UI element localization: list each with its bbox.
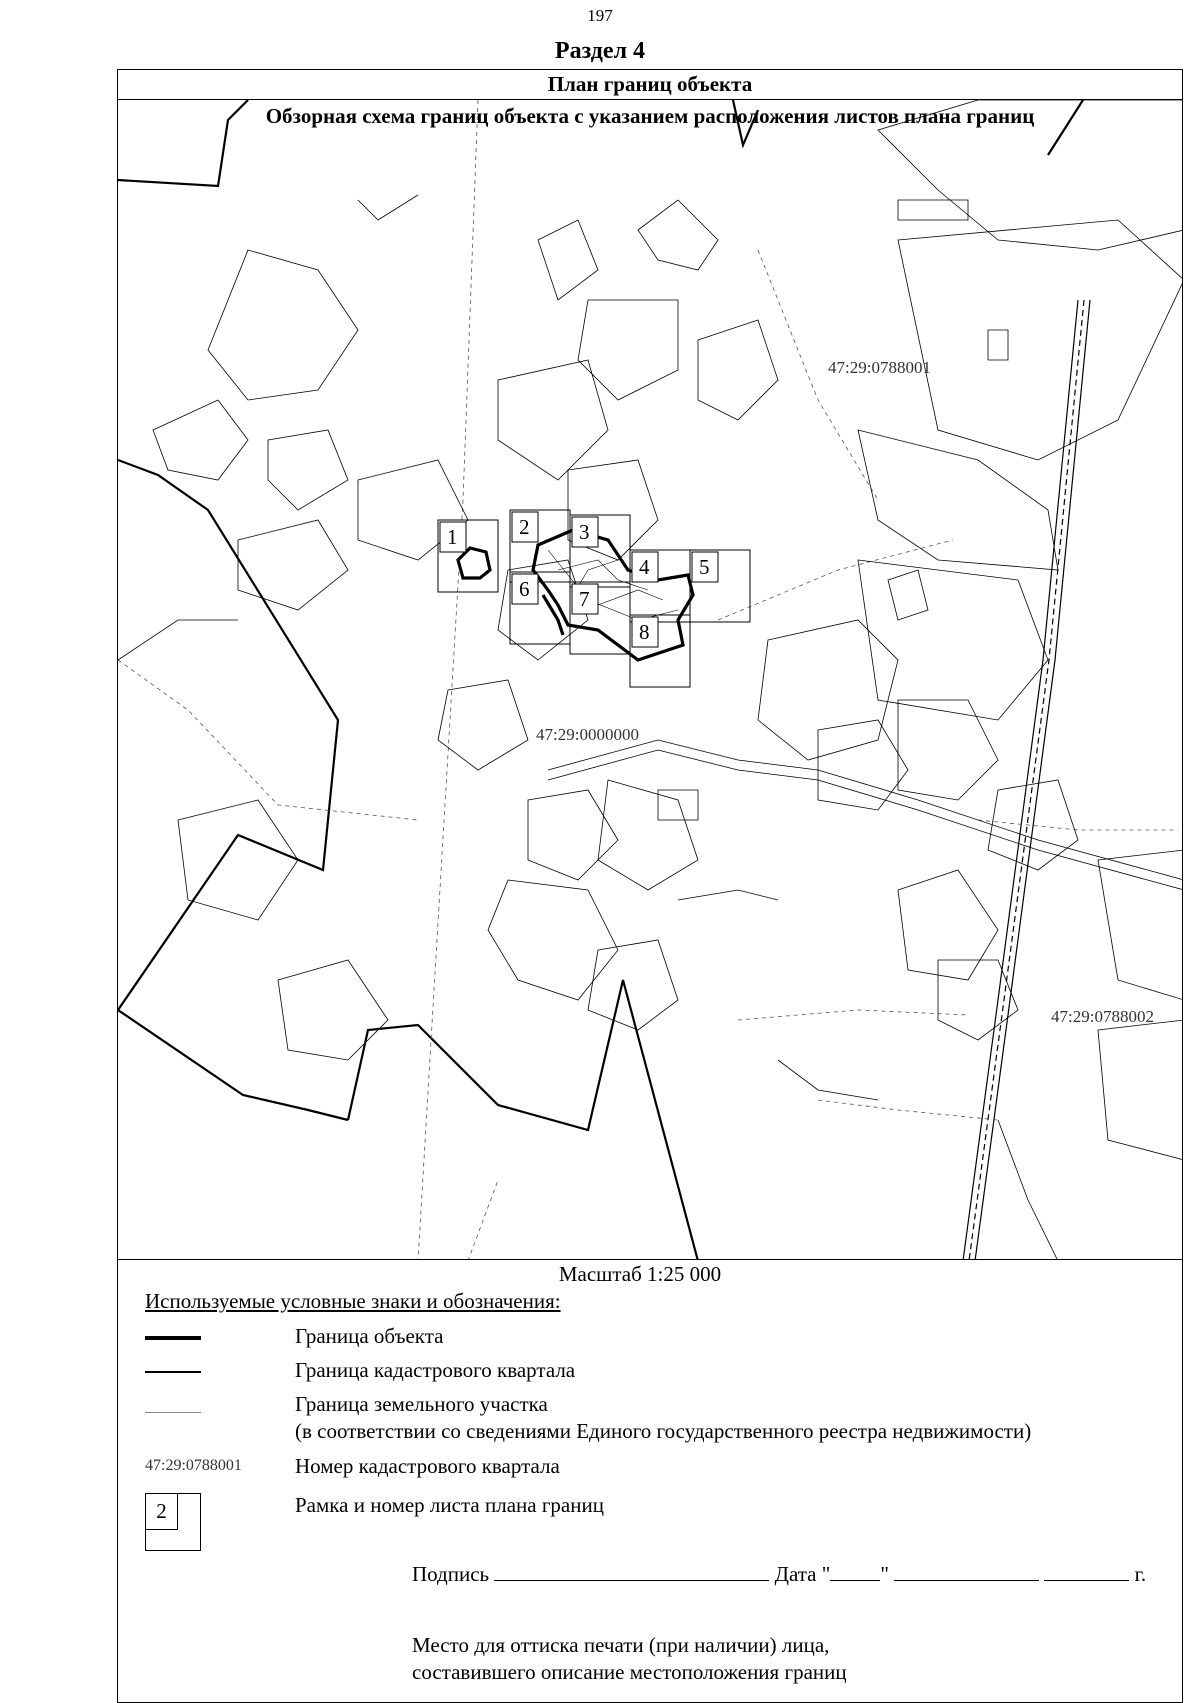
date-month-field[interactable] bbox=[894, 1560, 1039, 1581]
signature-line: Подпись Дата " " г. bbox=[412, 1562, 1147, 1586]
sheet-number-6: 6 bbox=[519, 577, 530, 601]
sheet-number-3: 3 bbox=[579, 520, 590, 544]
dashed-lines bbox=[118, 100, 1178, 1260]
sheet-number-5: 5 bbox=[699, 555, 710, 579]
thin-line-symbol bbox=[145, 1412, 201, 1413]
overview-map[interactable] bbox=[117, 99, 1183, 1260]
map-canvas bbox=[118, 100, 1183, 1260]
quarter-label-0788002: 47:29:0788002 bbox=[1051, 1007, 1154, 1026]
map-scale: Масштаб 1:25 000 bbox=[558, 1262, 722, 1286]
signature-field[interactable] bbox=[494, 1560, 769, 1581]
sheet-number-8: 8 bbox=[639, 620, 650, 644]
map-caption: Обзорная схема границ объекта с указанием расположения листов плана границ bbox=[265, 104, 1035, 128]
sheet-number-1: 1 bbox=[447, 525, 458, 549]
sheet-number-4: 4 bbox=[639, 555, 650, 579]
date-day-field[interactable] bbox=[830, 1560, 880, 1581]
quarter-boundaries bbox=[118, 100, 1083, 1260]
medium-line-symbol bbox=[145, 1371, 201, 1373]
thick-line-symbol bbox=[145, 1336, 201, 1340]
plan-header: План границ объекта bbox=[117, 69, 1183, 100]
quarter-label-0000000: 47:29:0000000 bbox=[536, 725, 639, 744]
quarter-label-0788001: 47:29:0788001 bbox=[828, 358, 931, 377]
sheet-number-7: 7 bbox=[579, 587, 590, 611]
stamp-area: Место для оттиска печати (при наличии) лица, составившего описание местоположения границ bbox=[412, 1633, 847, 1684]
sheet-frame-symbol: 2 bbox=[145, 1493, 201, 1551]
legend-title: Используемые условные знаки и обозначения: bbox=[145, 1289, 561, 1313]
sheet-number-2: 2 bbox=[519, 515, 530, 539]
railway bbox=[963, 300, 1090, 1260]
date-year-field[interactable] bbox=[1044, 1560, 1129, 1581]
page-number: 197 bbox=[587, 6, 613, 25]
section-title: Раздел 4 bbox=[554, 38, 646, 64]
